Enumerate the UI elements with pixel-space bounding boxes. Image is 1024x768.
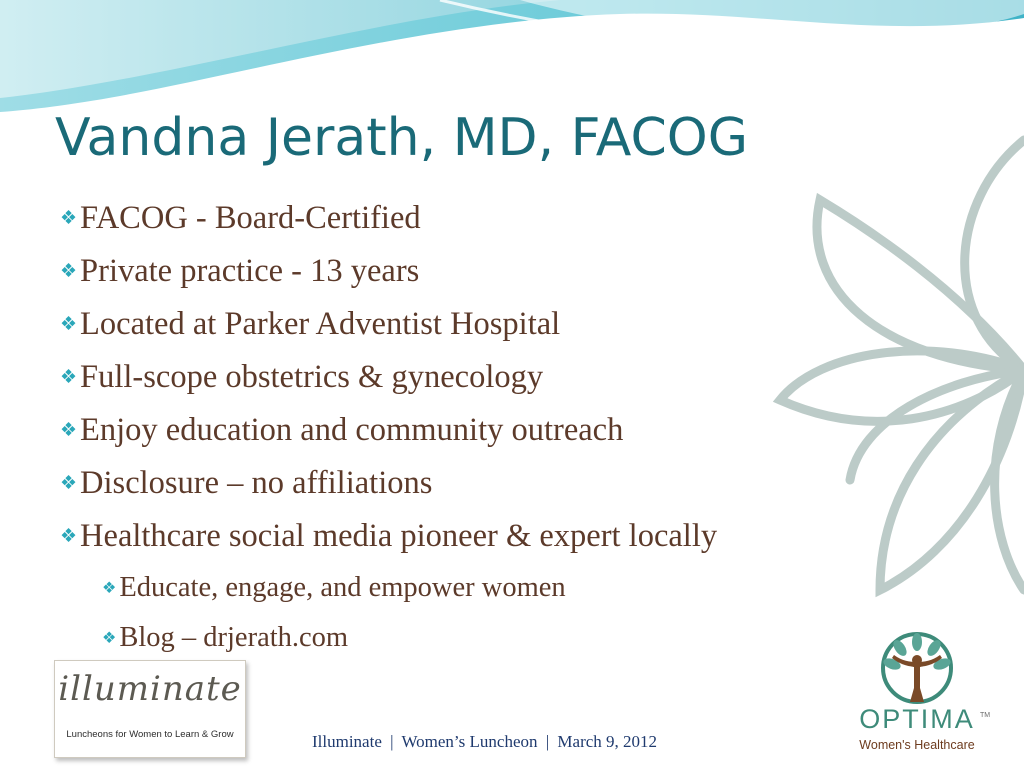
optima-figure-icon [852,630,982,704]
footer-event-name: Illuminate [312,732,382,751]
bullet-list [60,192,960,663]
bullet-text: Full-scope obstetrics & gynecology [80,359,544,395]
bullet-item [60,404,960,457]
optima-logo [852,630,992,760]
illuminate-logo [54,660,246,758]
optima-logo-word: OPTIMA [859,704,975,734]
footer-separator: | [390,732,394,751]
bullet-text: Disclosure – no affiliations [80,465,433,501]
diamond-bullet-icon: ❖ [102,630,117,647]
bullet-text: Enjoy education and community outreach [80,412,624,448]
diamond-bullet-icon: ❖ [60,473,78,494]
bullet-text: Located at Parker Adventist Hospital [80,306,561,342]
diamond-bullet-icon: ❖ [60,261,78,282]
sub-bullet-item [60,613,960,663]
bullet-item [60,351,960,404]
bullet-item [60,457,960,510]
illuminate-logo-word: illuminate [58,669,242,709]
bullet-item [60,192,960,245]
diamond-bullet-icon: ❖ [60,314,78,335]
diamond-bullet-icon: ❖ [60,208,78,229]
bullet-text: Healthcare social media pioneer & expert locally [80,518,718,554]
sub-bullet-text: Blog – drjerath.com [119,622,349,653]
diamond-bullet-icon: ❖ [60,526,78,547]
diamond-bullet-icon: ❖ [60,420,78,441]
diamond-bullet-icon: ❖ [60,367,78,388]
bullet-item [60,298,960,351]
slide-title: Vandna Jerath, MD, FACOG [55,108,748,168]
sub-bullet-item [60,563,960,613]
bullet-item [60,510,960,563]
bullet-item [60,245,960,298]
footer-event-type: Women’s Luncheon [401,732,538,751]
footer-date: March 9, 2012 [557,732,658,751]
optima-logo-subtitle: Women's Healthcare [859,738,975,752]
optima-trademark: TM [980,712,991,719]
bullet-text: FACOG - Board-Certified [80,200,421,236]
illuminate-logo-tagline: Luncheons for Women to Learn & Grow [66,729,234,740]
diamond-bullet-icon: ❖ [102,580,117,597]
bullet-text: Private practice - 13 years [80,253,420,289]
footer-separator: | [545,732,550,751]
sub-bullet-text: Educate, engage, and empower women [119,572,566,603]
slide-footer [312,732,657,752]
